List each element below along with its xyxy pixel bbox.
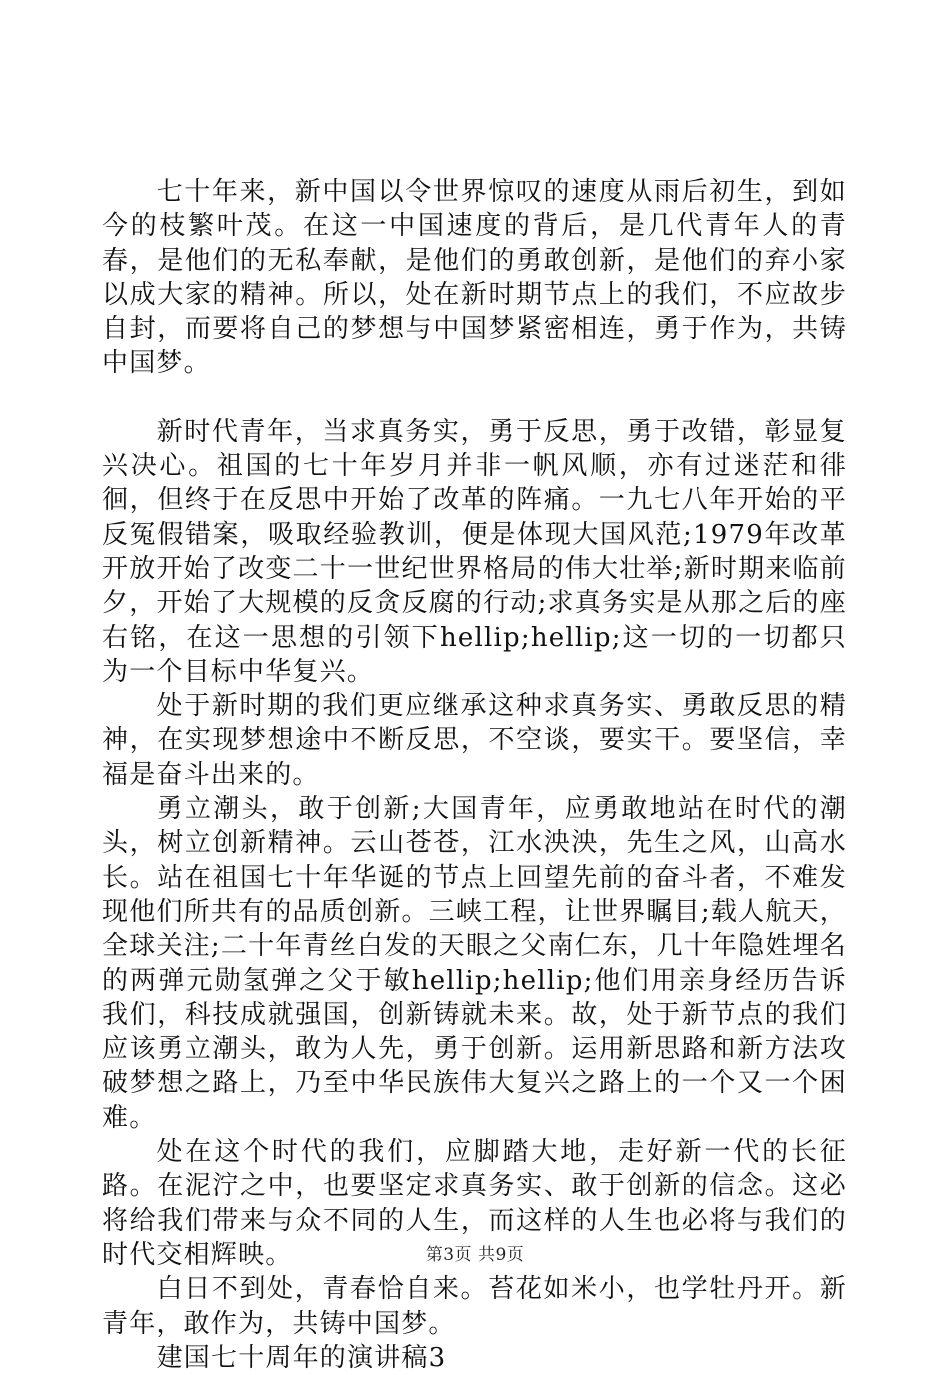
paragraph-2: 新时代青年，当求真务实，勇于反思，勇于改错，彰显复兴决心。祖国的七十年岁月并非一帆风顺，亦有过迷茫和徘徊，但终于在反思中开始了改革的阵痛。一九七八年开始的平反冤假错案，吸取经验教训，便是体现大国风范;1979年改革开放开始了改变二十一世纪世界格局的伟大壮举;新时期来临前夕，开始了大规模的反贪反腐的行动;求真务实是从那之后的座右铭，在这一思想的引领下hellip;hellip;这一切的一切都只为一个目标中华复兴。 bbox=[102, 416, 847, 687]
page-number-footer: 第3页 共9页 bbox=[425, 1245, 525, 1265]
paragraph-1: 七十年来，新中国以令世界惊叹的速度从雨后初生，到如今的枝繁叶茂。在这一中国速度的背后，是几代青年人的青春，是他们的无私奉献，是他们的勇敢创新，是他们的弃小家以成大家的精神。所以，处在新时期节点上的我们，不应故步自封，而要将自己的梦想与中国梦紧密相连，勇于作为，共铸中国梦。 bbox=[102, 177, 847, 379]
paragraph-5: 处在这个时代的我们，应脚踏大地，走好新一代的长征路。在泥泞之中，也要坚定求真务实、敢于创新的信念。这必将给我们带来与众不同的人生，而这样的人生也必将与我们的时代交相辉映。 bbox=[102, 1137, 847, 1270]
section-heading: 建国七十周年的演讲稿3 bbox=[156, 1342, 447, 1373]
document-body bbox=[102, 175, 847, 1375]
paragraph-4: 勇立潮头，敢于创新;大国青年，应勇敢地站在时代的潮头，树立创新精神。云山苍苍，江水泱泱，先生之风，山高水长。站在祖国七十年华诞的节点上回望先前的奋斗者，不难发现他们所共有的品质创新。三峡工程，让世界瞩目;载人航天，全球关注;二十年青丝白发的天眼之父南仁东，几十年隐姓埋名的两弹元勋氢弹之父于敏hellip;hellip;他们用亲身经历告诉我们，科技成就强国，创新铸就未来。故，处于新节点的我们应该勇立潮头，敢为人先，勇于创新。运用新思路和新方法攻破梦想之路上，乃至中华民族伟大复兴之路上的一个又一个困难。 bbox=[102, 794, 847, 1133]
paragraph-3: 处于新时期的我们更应继承这种求真务实、勇敢反思的精神，在实现梦想途中不断反思，不空谈，要实干。要坚信，幸福是奋斗出来的。 bbox=[102, 691, 847, 790]
paragraph-6: 白日不到处，青春恰自来。苔花如米小，也学牡丹开。新青年，敢作为，共铸中国梦。 bbox=[102, 1274, 847, 1339]
paragraph-spacer bbox=[102, 381, 847, 415]
